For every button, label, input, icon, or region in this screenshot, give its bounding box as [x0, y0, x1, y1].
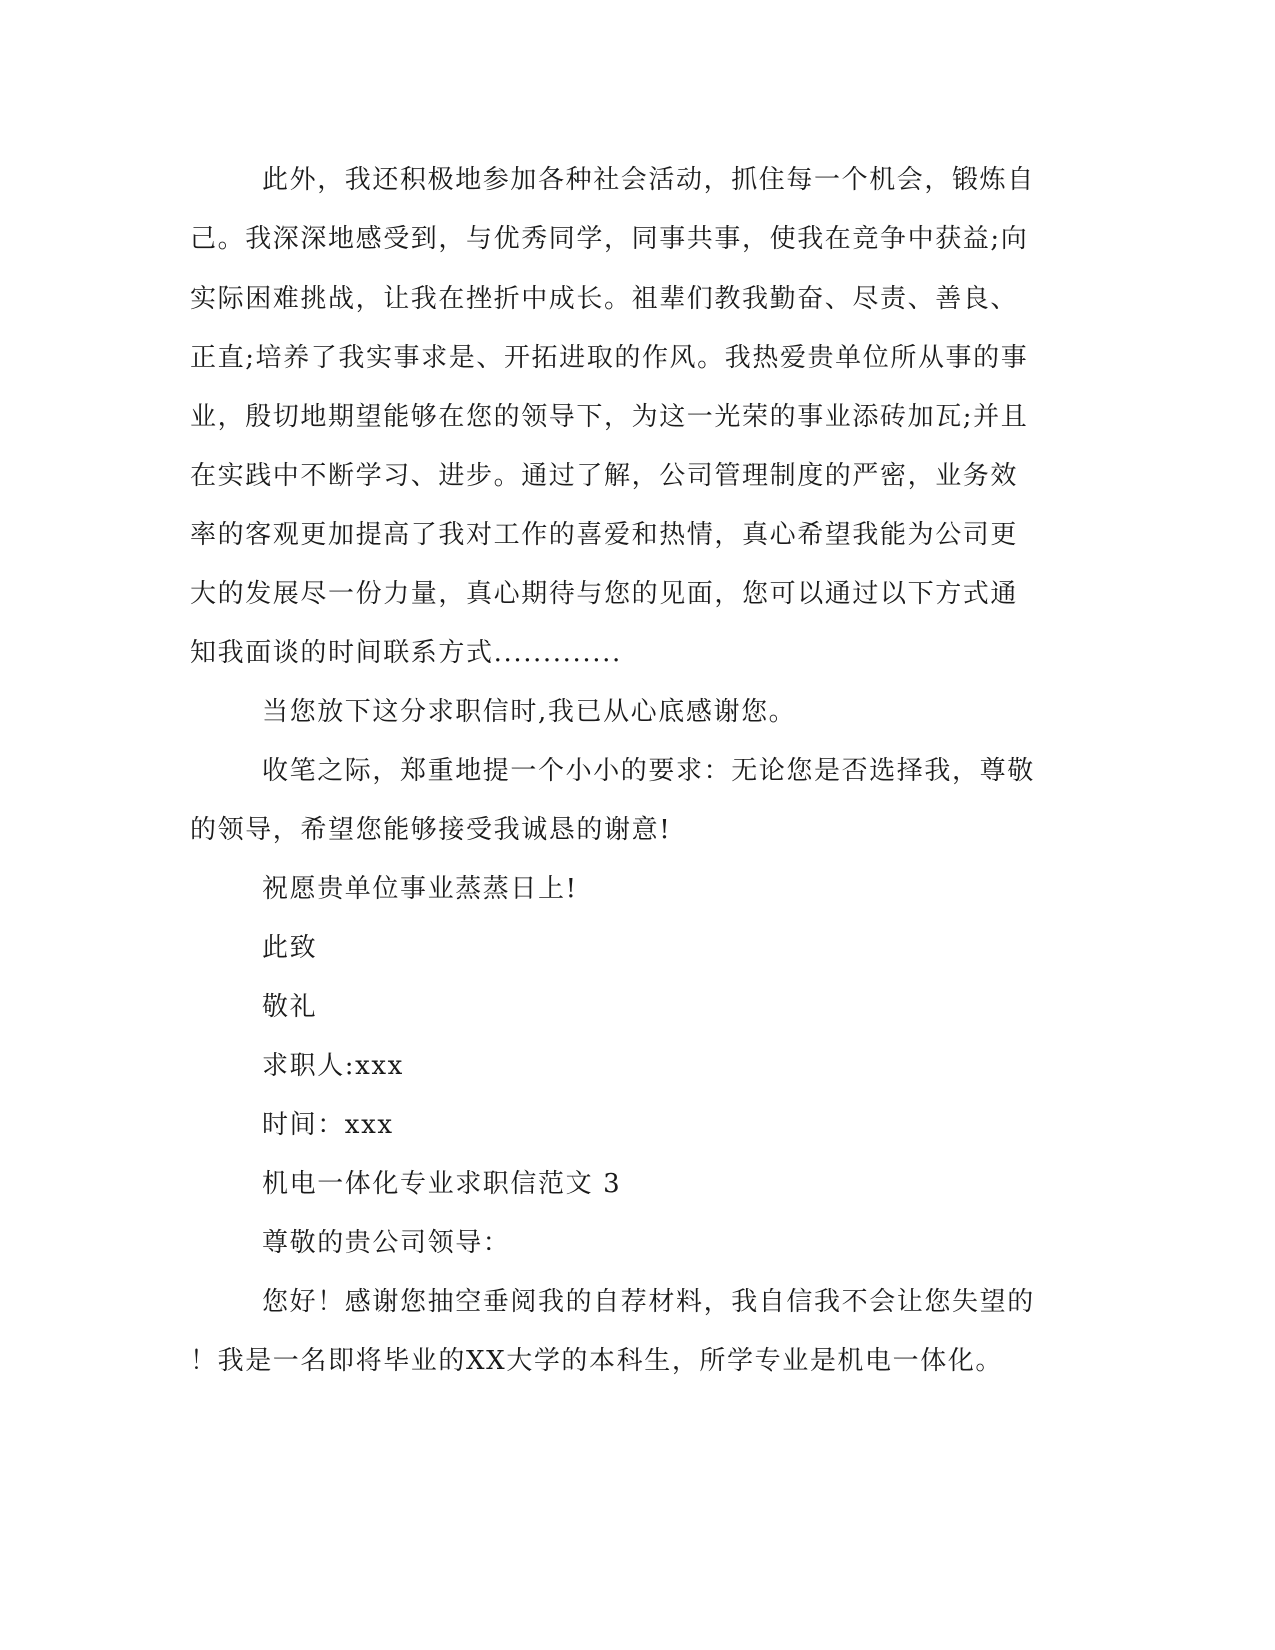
closing-jingli: 敬礼 [262, 992, 318, 1022]
paragraph-3-line-2: 的领导，希望您能够接受我诚恳的谢意! [190, 815, 672, 845]
paragraph-1-line-3: 实际困难挑战，让我在挫折中成长。祖辈们教我勤奋、尽责、善良、 [190, 284, 1019, 314]
salutation: 尊敬的贵公司领导： [262, 1228, 511, 1258]
sample-title: 机电一体化专业求职信范文 3 [262, 1169, 622, 1199]
paragraph-1-line-7: 率的客观更加提高了我对工作的喜爱和热情，真心希望我能为公司更 [190, 520, 1019, 550]
paragraph-1-line-1: 此外，我还积极地参加各种社会活动，抓住每一个机会，锻炼自 [262, 165, 1035, 195]
wish-line: 祝愿贵单位事业蒸蒸日上! [262, 874, 578, 904]
paragraph-1-line-9: 知我面谈的时间联系方式............. [190, 638, 622, 668]
paragraph-1-line-5: 业，殷切地期望能够在您的领导下，为这一光荣的事业添砖加瓦;并且 [190, 402, 1029, 432]
closing-cizhi: 此致 [262, 933, 318, 963]
paragraph-2: 当您放下这分求职信时,我已从心底感谢您。 [262, 697, 797, 727]
paragraph-3-line-1: 收笔之际，郑重地提一个小小的要求：无论您是否选择我，尊敬 [262, 756, 1035, 786]
paragraph-4-line-2: ！我是一名即将毕业的XX大学的本科生，所学专业是机电一体化。 [190, 1346, 1004, 1376]
applicant-line: 求职人:xxx [262, 1051, 404, 1081]
paragraph-1-line-8: 大的发展尽一份力量，真心期待与您的见面，您可以通过以下方式通 [190, 579, 1019, 609]
paragraph-4-line-1: 您好！感谢您抽空垂阅我的自荐材料，我自信我不会让您失望的 [262, 1287, 1035, 1317]
paragraph-1-line-2: 己。我深深地感受到，与优秀同学，同事共事，使我在竞争中获益;向 [190, 224, 1029, 254]
paragraph-1-line-6: 在实践中不断学习、进步。通过了解，公司管理制度的严密，业务效 [190, 461, 1019, 491]
date-line: 时间：xxx [262, 1110, 394, 1140]
paragraph-1-line-4: 正直;培养了我实事求是、开拓进取的作风。我热爱贵单位所从事的事 [190, 343, 1029, 373]
